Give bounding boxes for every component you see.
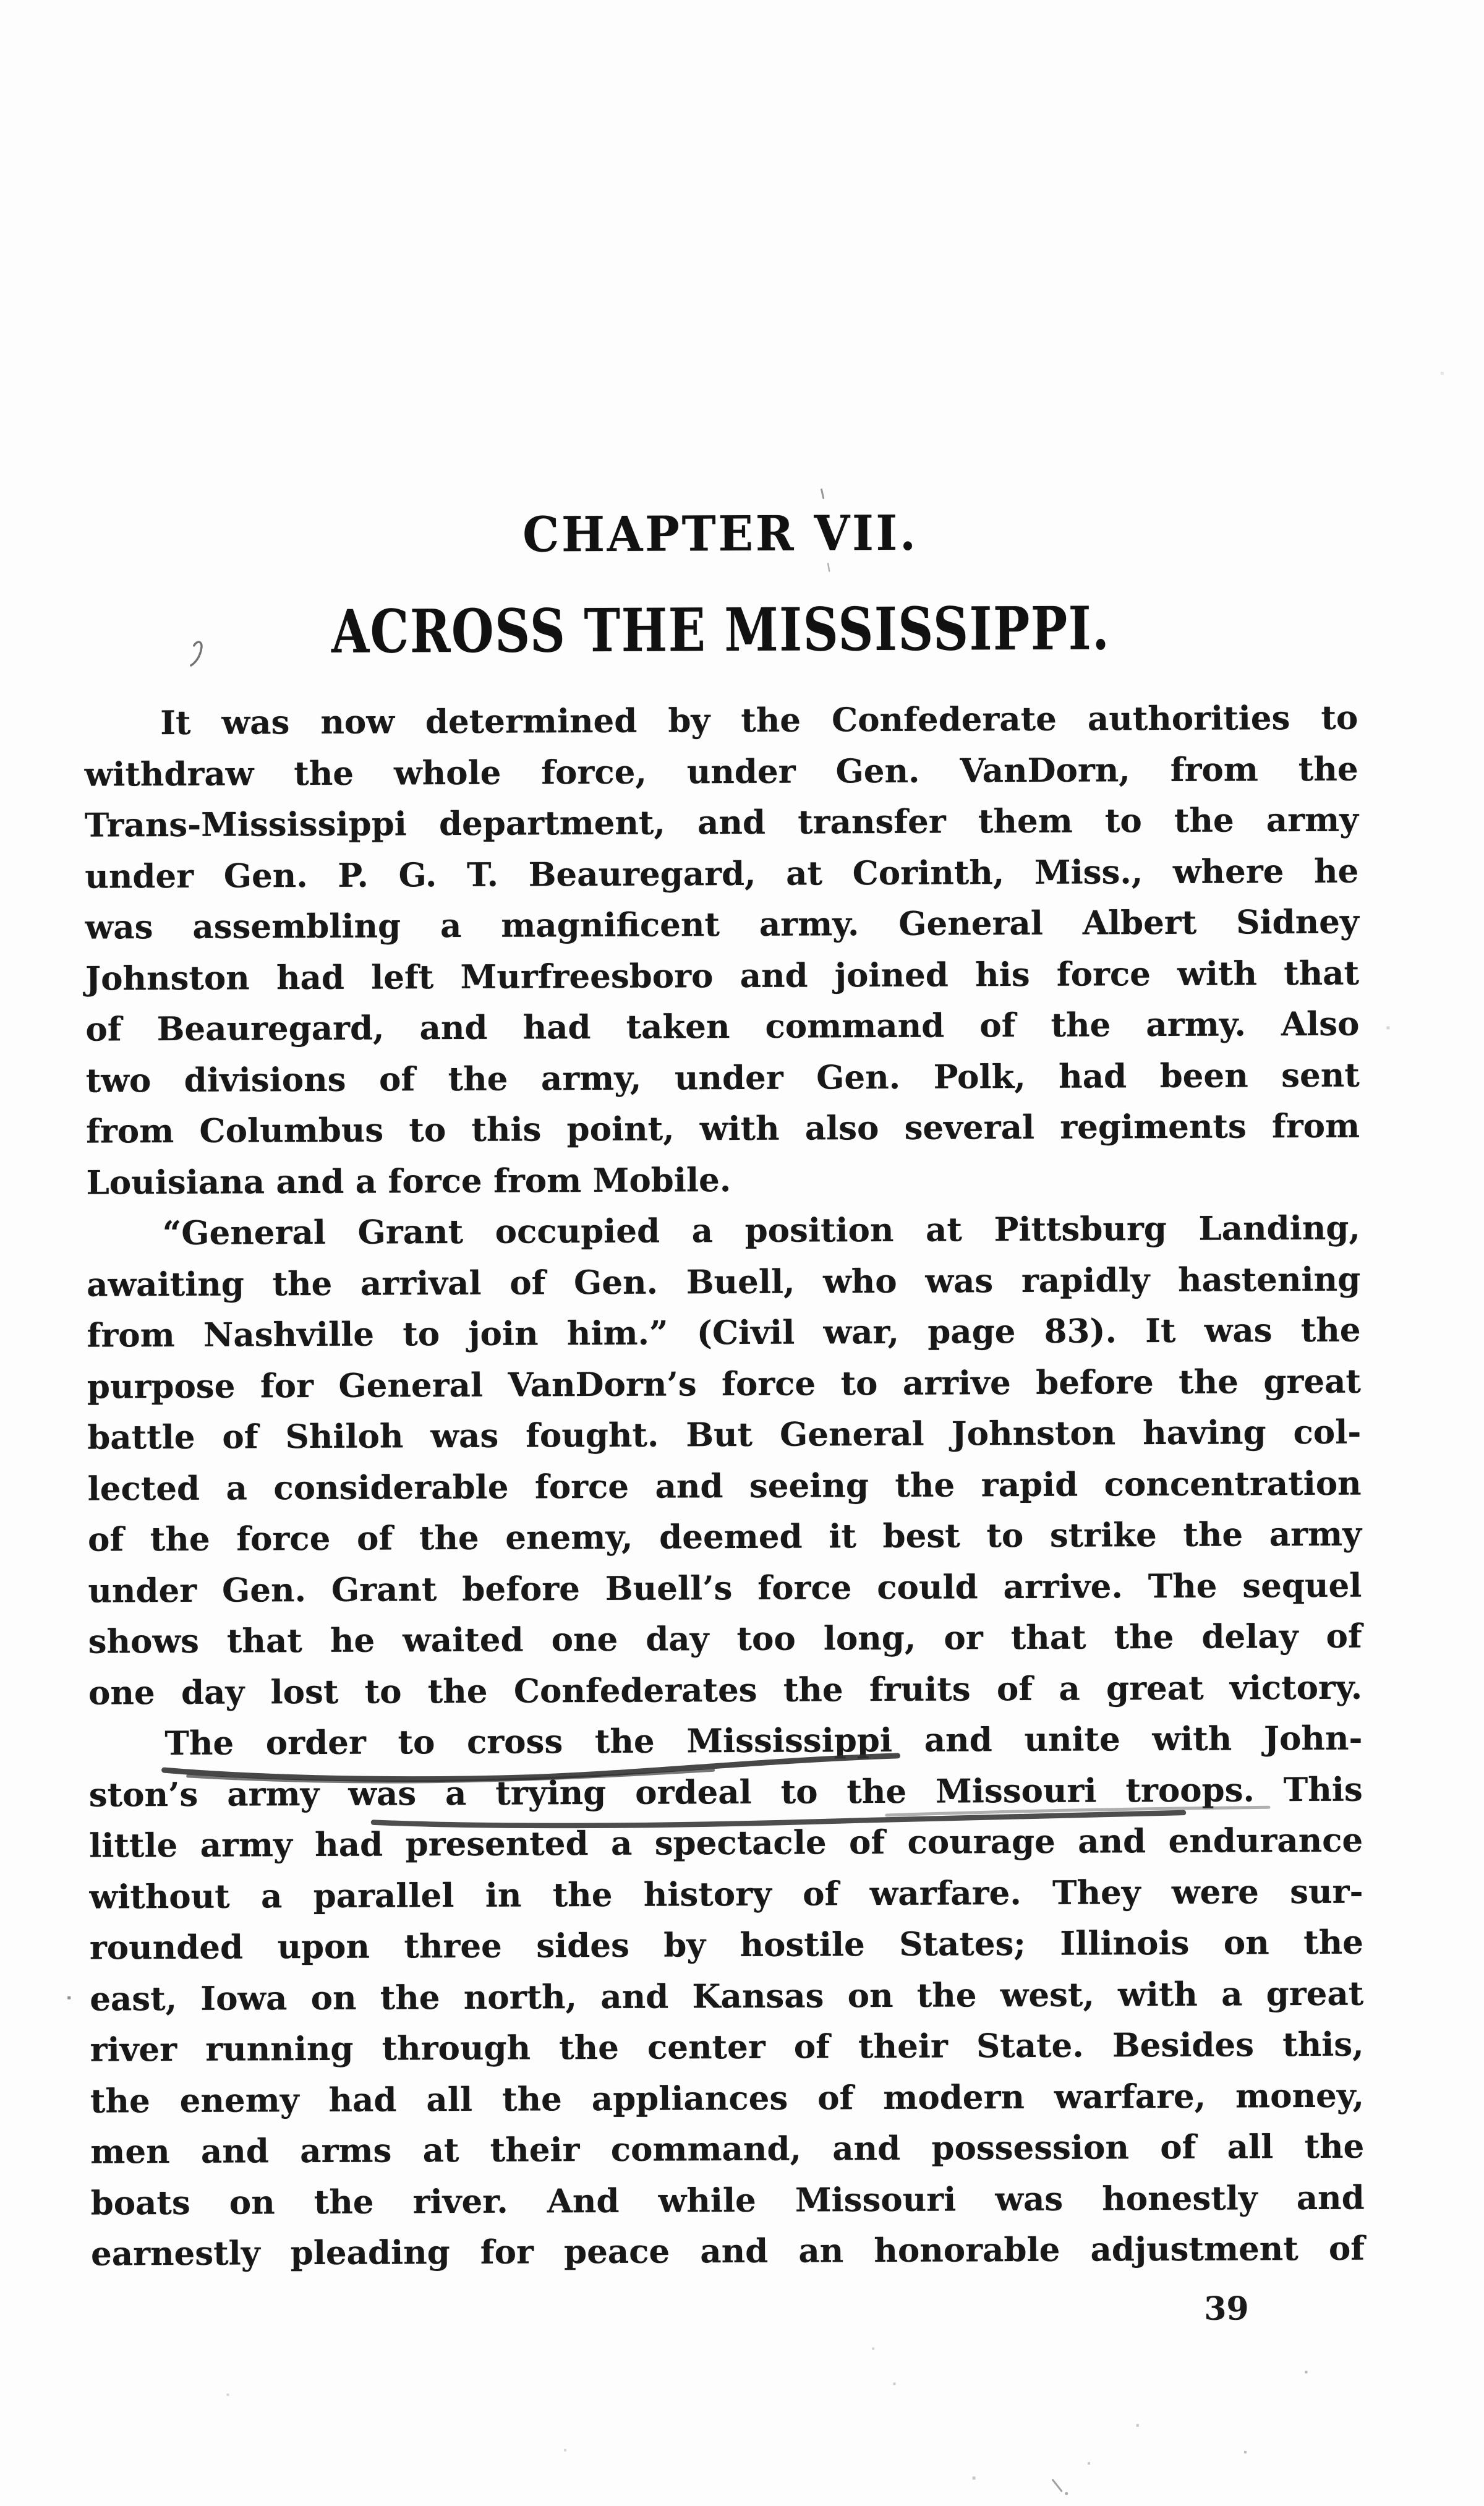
text-line: from Nashville to join him.” (Civil war, page 83). It was the (87, 1311, 1361, 1355)
chapter-heading: CHAPTER VII. (522, 505, 918, 563)
text-line: east, Iowa on the north, and Kansas on the west, with a great (90, 1974, 1364, 2019)
page-title: ACROSS THE MISSISSIPPI. (331, 593, 1111, 667)
paragraph (87, 1203, 1363, 1719)
text-line: “General Grant occupied a position at Pittsburg Landing, (162, 1208, 1360, 1253)
stray-dot-mark (1065, 2492, 1068, 2495)
text-line: withdraw the whole force, under Gen. VanDorn, from the (84, 750, 1358, 794)
text-line: the enemy had all the appliances of modern warfare, money, (90, 2076, 1365, 2121)
text-line: under Gen. P. G. T. Beauregard, at Corinth, Miss., where he (85, 852, 1359, 896)
text-line: two divisions of the army, under Gen. Polk, had been sent (85, 1056, 1360, 1100)
text-line: ston’s army was a trying ordeal to the Missouri troops. This (88, 1770, 1363, 1815)
text-line: earnestly pleading for peace and an honorable adjustment of (90, 2229, 1365, 2273)
page-number: 39 (1204, 2290, 1249, 2328)
text-line: It was now determined by the Confederate authorities to (160, 698, 1358, 743)
text-line: was assembling a magnificent army. General Albert Sidney (85, 902, 1359, 947)
body-text (84, 693, 1365, 2280)
text-line: from Columbus to this point, with also several regiments from (85, 1106, 1360, 1151)
text-line: one day lost to the Confederates the fruits of a great victory. (88, 1668, 1363, 1713)
stray-tick-icon (828, 563, 829, 571)
text-line: of the force of the enemy, deemed it best to strike the army (87, 1515, 1362, 1559)
paragraph (88, 1713, 1365, 2280)
text-line: men and arms at their command, and possession of all the (90, 2127, 1365, 2171)
text-line: Johnston had left Murfreesboro and joined his force with that (85, 954, 1360, 998)
stray-tick-icon (822, 489, 824, 498)
text-line: boats on the river. And while Missouri was honestly and (90, 2178, 1365, 2223)
text-line: shows that he waited one day too long, or that the delay of (88, 1617, 1362, 1661)
text-line: Louisiana and a force from Mobile. (86, 1160, 731, 1202)
text-line: awaiting the arrival of Gen. Buell, who was rapidly hastening (87, 1260, 1361, 1304)
text-line: lected a considerable force and seeing the rapid concentration (87, 1464, 1362, 1508)
text-line: little army had presented a spectacle of courage and endurance (89, 1821, 1363, 1865)
text-line: The order to cross the Mississippi and unite with John- (164, 1719, 1363, 1763)
text-line: of Beauregard, and had taken command of the army. Also (85, 1004, 1360, 1049)
text-line: Trans-Mississippi department, and transfer them to the army (84, 800, 1359, 845)
text-line: without a parallel in the history of warfare. They were sur- (89, 1872, 1363, 1917)
text-line: rounded upon three sides by hostile States; Illinois on the (89, 1923, 1364, 1967)
stray-slash-mark (1053, 2480, 1062, 2491)
paragraph (84, 693, 1360, 1208)
text-line: under Gen. Grant before Buell’s force could arrive. The sequel (88, 1566, 1362, 1610)
text-line: river running through the center of their State. Besides this, (90, 2025, 1364, 2069)
text-line: battle of Shiloh was fought. But General Johnston having col- (87, 1413, 1362, 1457)
text-line: purpose for General VanDorn’s force to arrive before the great (87, 1362, 1362, 1406)
